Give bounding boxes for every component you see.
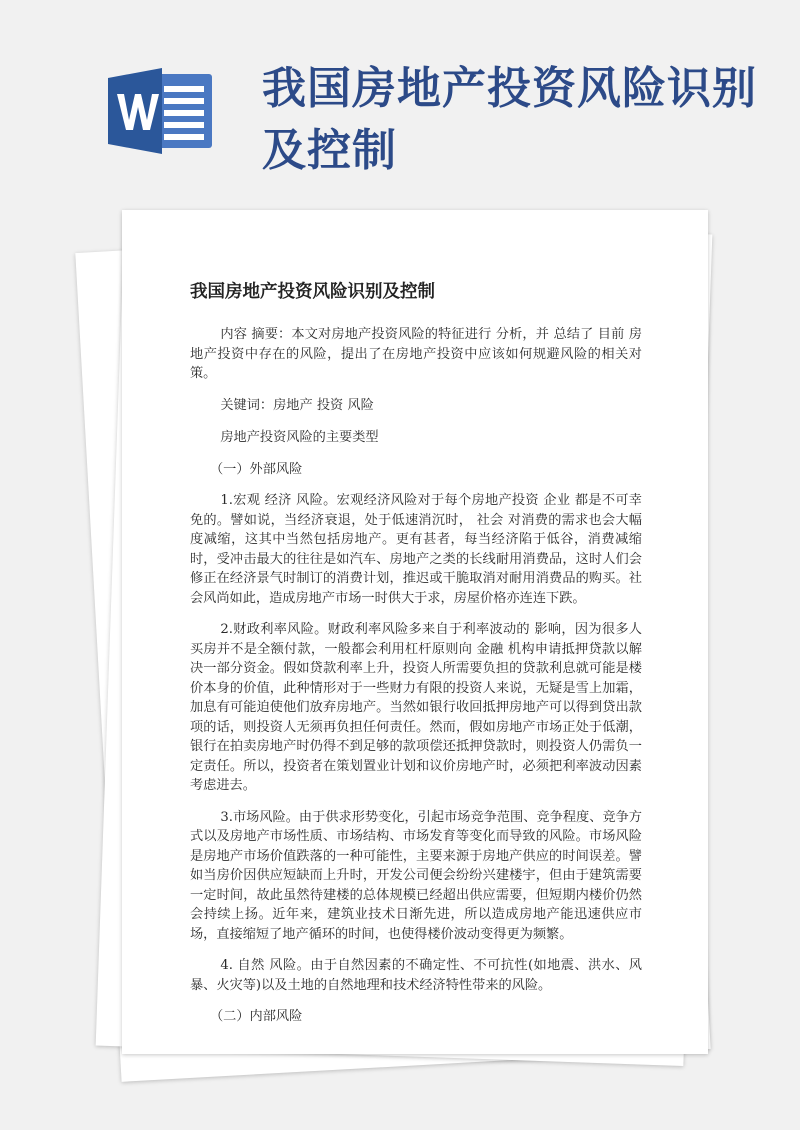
body-paragraph: 4. 自然 风险。由于自然因素的不确定性、不可抗性(如地震、洪水、风暴、火灾等)以及土地的自然地理和技术经济特性带来的风险。: [190, 958, 642, 993]
body-paragraph: 2.财政利率风险。财政利率风险多来自于利率波动的 影响，因为很多人买房并不是全额付款，一般都会利用杠杆原则向 金融 机构申请抵押贷款以解决一部分资金。假如贷款利率上升，投资人所需要负担的贷款利息就可能是楼价本身的价值，此种情形对于一些财力有限的投资人来说，无疑是雪上加霜，加息有可能迫使他们放弃房地产。当然如银行收回抵押房地产可以得到贷出款项的话，则投资人无须再负担任何责任。然而，假如房地产市场正处于低潮，银行在拍卖房地产时仍得不到足够的款项偿还抵押贷款时，则投资人仍需负一定责任。所以，投资者在策划置业计划和议价房地产时，必须把利率波动因素考虑进去。: [190, 622, 642, 793]
word-document-icon: [106, 68, 218, 154]
body-paragraph: 1.宏观 经济 风险。宏观经济风险对于每个房地产投资 企业 都是不可幸免的。譬如说，当经济衰退，处于低速消沉时， 社会 对消费的需求也会大幅度减缩，这其中当然包括房地产。更有甚者，每当经济陷于低谷，消费减缩时，受冲击最大的往往是如汽车、房地产之类的长线耐用消费品，这时人们会修正在经济景气时制订的消费计划，推迟或干脆取消对耐用消费品的购买。社会风尚如此，造成房地产市场一时供大于求，房屋价格亦连连下跌。: [190, 493, 642, 606]
header-title: 我国房地产投资风险识别及控制: [262, 63, 757, 176]
document-title: 我国房地产投资风险识别及控制: [190, 282, 435, 302]
subsection-heading-external: （一）外部风险: [210, 461, 303, 477]
keywords-line: 关键词：房地产 投资 风险: [220, 397, 374, 413]
section-heading: 房地产投资风险的主要类型: [220, 430, 379, 445]
document-body: [190, 278, 642, 1027]
abstract-paragraph: 内容 摘要：本文对房地产投资风险的特征进行 分析，并 总结了 目前 房地产投资中存在的风险，提出了在房地产投资中应该如何规避风险的相关对策。: [190, 327, 642, 381]
body-paragraph: 3.市场风险。由于供求形势变化，引起市场竞争范围、竞争程度、竞争方式以及房地产市场性质、市场结构、市场发育等变化而导致的风险。市场风险是房地产市场价值跌落的一种可能性，主要来源于房地产供应的时间误差。譬如当房价因供应短缺而上升时，开发公司便会纷纷兴建楼宇，但由于建筑需要一定时间，故此虽然待建楼的总体规模已经超出供应需要，但短期内楼价仍然会持续上扬。近年来，建筑业技术日渐先进，所以造成房地产能迅速供应市场，直接缩短了地产循环的时间，也使得楼价波动变得更为频繁。: [190, 809, 642, 942]
subsection-heading-internal: （二）内部风险: [210, 1009, 303, 1024]
